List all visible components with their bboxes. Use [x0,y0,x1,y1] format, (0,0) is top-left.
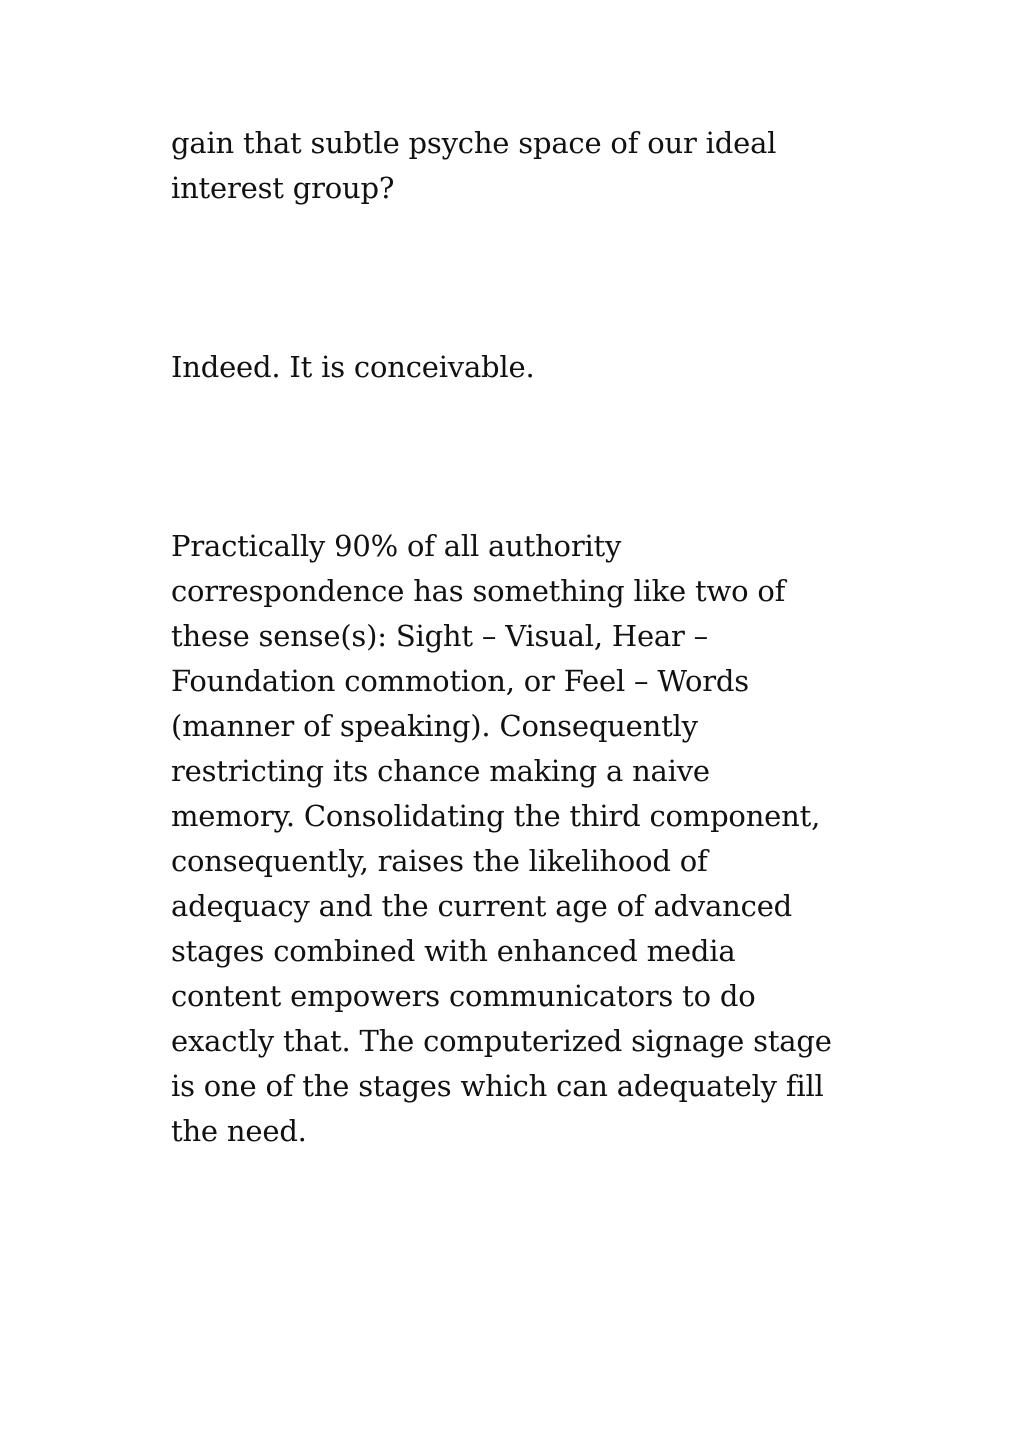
paragraph-line: Foundation commotion, or Feel – Words [171,664,749,698]
paragraph-line: memory. Consolidating the third component, [171,799,821,833]
paragraph-line: Practically 90% of all authority [171,529,622,563]
paragraph-2 [171,345,871,390]
paragraph-line: gain that subtle psyche space of our ideal [171,126,777,160]
paragraph-line: is one of the stages which can adequately fill [171,1069,824,1103]
paragraph-line: consequently, raises the likelihood of [171,844,708,878]
paragraph-line: restricting its chance making a naive [171,754,710,788]
paragraph-1 [171,121,871,211]
paragraph-line: Indeed. It is conceivable. [171,350,535,384]
paragraph-line: stages combined with enhanced media [171,934,736,968]
paragraph-line: exactly that. The computerized signage stage [171,1024,832,1058]
paragraph-line: content empowers communicators to do [171,979,756,1013]
paragraph-line: (manner of speaking). Consequently [171,709,698,743]
paragraph-line: interest group? [171,171,395,205]
paragraph-line: these sense(s): Sight – Visual, Hear – [171,619,708,653]
paragraph-line: adequacy and the current age of advanced [171,889,793,923]
paragraph-3 [171,524,871,1154]
paragraph-line: the need. [171,1114,307,1148]
paragraph-line: correspondence has something like two of [171,574,786,608]
